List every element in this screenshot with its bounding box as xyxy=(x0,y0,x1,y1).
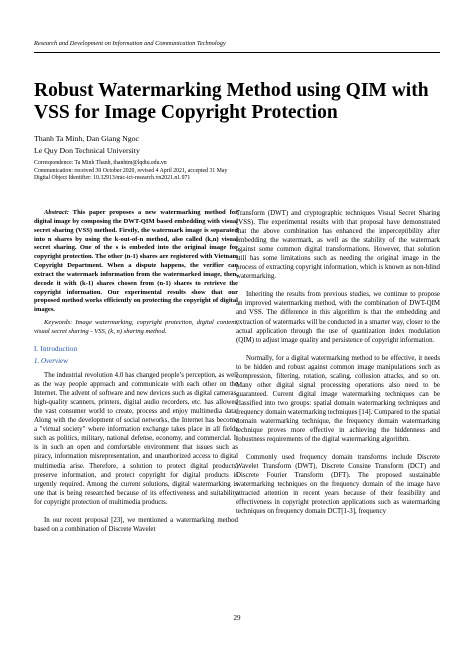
body-paragraph: Transform (DWT) and cryptographic techniques Visual Secret Sharing (VSS). The experimental results with that proposal have demonstrated that the above combination has enhanced the imperceptibility after embedding the watermark, as well as the stability of the watermark against some common digital transformations. However, that solution still has some limitations such as needing the original image in the process of extracting copyright information, which is known as non-blind watermarking. xyxy=(236,210,440,281)
keywords-label: Keywords: xyxy=(44,319,73,327)
title-line-1: Robust Watermarking Method using QIM with xyxy=(34,80,429,101)
journal-header: Research and Development on Information and Communication Technology xyxy=(34,40,226,47)
section-heading-introduction: I. Introduction xyxy=(34,344,78,353)
abstract xyxy=(34,209,238,315)
left-column xyxy=(34,209,238,534)
right-column xyxy=(236,209,440,516)
body-paragraph: In our recent proposal [23], we mentioned a watermarking method based on a combination of Discrete Wavelet xyxy=(34,516,238,533)
header-rule xyxy=(34,52,440,53)
body-paragraph: Normally, for a digital watermarking method to be effective, it needs to be hidden and robust against common image manipulations such as compression, filtering, rotation, scaling, collusion attacks, and so on. Many other digital signal processing operations also need to be guaranteed. Current digital image watermarking techniques can be classified into two groups: spatial domain watermarking techniques and frequency domain watermarking techniques [14]. Compared to the spatial domain watermarking technique, the frequency domain watermarking technique proves more effective in achieving the hiddenness and robustness requirements of the digital watermarking algorithm. xyxy=(236,354,440,444)
body-paragraph: Commonly used frequency domain transforms include Discrete Wavelet Transform (DWT), Discrete Consine Transform (DCT) and Discrete Fourier Transform (DFT). The proposed sustainable watermarking techniques on the frequency domain of the image have attracted attention in recent years because of their feasibility and effectiveness in copyright protection applications such as watermarking techniques on frequency domain DCT[1-3], frequency xyxy=(236,454,440,516)
title-line-2: VSS for Image Copyright Protection xyxy=(34,102,338,123)
paper-title xyxy=(34,80,444,124)
abstract-label: Abstract: xyxy=(44,209,69,216)
communication-dates: Communication: received 30 October 2020, revised 4 April 2021, accepted 31 May xyxy=(34,167,228,174)
affiliation: Le Quy Don Technical University xyxy=(34,146,140,155)
keywords-text: Image watermarking, copyright protection, digital content, visual secret sharing - VSS, (k, n) sharing method. xyxy=(34,319,238,336)
paper-metadata xyxy=(34,160,227,183)
page-number: 29 xyxy=(233,614,241,622)
doi: Digital Object Identifier: 10.32913/mic-ict-research.vn2021.n1.971 xyxy=(34,175,191,182)
body-paragraph: Inheriting the results from previous studies, we continue to propose an improved watermarking method, with the combination of DWT-QIM and VSS. The difference in this algorithm is that the embedding and extraction of watermarks will be conducted in a smarter way, closer to the actual application through the use of quantization index modulation (QIM) to adjust image quality and persistence of copyright information. xyxy=(236,291,440,344)
correspondence: Correspondence: Ta Minh Thanh, thanhtm@lqdtu.edu.vn xyxy=(34,160,167,166)
subsection-heading-overview: 1. Overview xyxy=(34,356,68,365)
abstract-text: This paper proposes a new watermarking method for digital image by composing the DWT-QIM based embedding with visual secret sharing (VSS) method. Firstly, the watermark image is separated into n shares by using the k-out-of-n method, also called (k,n) visual secret sharing. One of the s is embeded into the original image for copyright protection. The other (n-1) shares are registered with Vietnam Copyright Department. When a dispute happens, the verifier can extract the watermark information from the watermarked image, then, decode it with (k-1) shares chosen from (n-1) shares to retrieve the copyright information. Our experimental results show that our proposed method works efficiently on protecting the copyright of digital images. xyxy=(34,209,238,314)
authors: Thanh Ta Minh, Dan Giang Ngoc xyxy=(34,134,139,143)
keywords xyxy=(34,319,238,337)
body-paragraph: The industrial revolution 4.0 has changed people’s perception, as well as the way people approach and communicate with each other on the Internet. The advent of software and new devices such as digital cameras, high-quality scanners, printers, digital audio recorders, etc. has allowed the vast consumer world to create, process and enjoy multimedia data. Along with the development of social networks, the Internet has become a "virtual society" where information exchange takes place in all fields such as politics, military, national defense, economy, and commercial. It is in such an open and comfortable environment that issues such as piracy, information misrepresentation, and unauthorized access to digital multimedia arise. Therefore, a solution to protect digital products, preserve information, and protect copyright for digital products is urgently required. Among the current solutions, digital watermarking is one that is being researched because of its effectiveness and suitability for copyright protection of multimedia products. xyxy=(34,372,238,506)
